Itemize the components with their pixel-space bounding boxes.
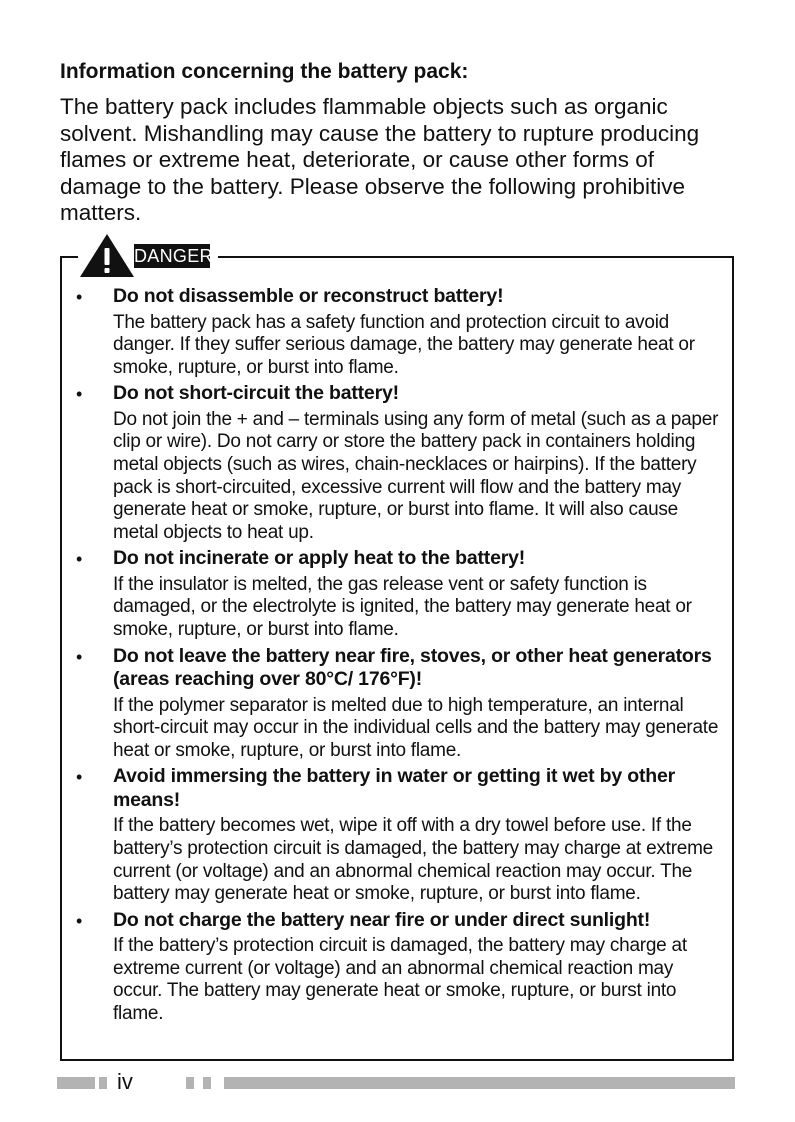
bullet: • xyxy=(76,384,83,405)
footer-bar-right xyxy=(224,1077,735,1089)
footer-bar-left-small xyxy=(99,1077,107,1089)
warning-triangle-icon xyxy=(78,232,136,278)
list-item xyxy=(76,909,726,1026)
list-item xyxy=(76,645,726,763)
danger-list xyxy=(76,285,726,1029)
list-item xyxy=(76,285,726,379)
item-body: If the polymer separator is melted due to high temperature, an internal short-circuit may occur in the individual cells and the battery may generate heat or smoke, rupture, or burst into flame. xyxy=(113,694,719,761)
footer-bar-mid-1 xyxy=(186,1077,194,1089)
footer-bar-mid-2 xyxy=(203,1077,211,1089)
item-body: Do not join the + and – terminals using any form of metal (such as a paper clip or wire). Do not carry or store the battery pack in containers holding metal objects (such as wires, chain-necklaces or hairpins). If the battery pack is short-circuited, excessive current will flow and the battery may generate heat or smoke, rupture, or burst into flame. It will also cause metal objects to heat up. xyxy=(113,408,719,543)
bullet: • xyxy=(76,910,83,931)
list-item xyxy=(76,765,726,905)
item-title: Do not short-circuit the battery! xyxy=(113,382,399,405)
list-item xyxy=(76,547,726,641)
item-title: Do not leave the battery near fire, stoves, or other heat generators (areas reaching over 80°C/ 176°F)! xyxy=(113,644,712,691)
bullet: • xyxy=(76,646,83,667)
item-body: If the insulator is melted, the gas release vent or safety function is damaged, or the electrolyte is ignited, the battery may generate heat or smoke, rupture, or burst into flame. xyxy=(113,573,692,641)
bullet: • xyxy=(76,549,83,570)
item-title: Do not disassemble or reconstruct battery! xyxy=(113,285,504,307)
item-title: Do not incinerate or apply heat to the battery! xyxy=(113,547,526,570)
item-body: If the battery becomes wet, wipe it off with a dry towel before use. If the battery’s protection circuit is damaged, the battery may charge at extreme current (or voltage) and an abnormal chemical reaction may occur. The battery may generate heat or smoke, rupture, or burst into flame. xyxy=(113,815,714,905)
item-body: If the battery’s protection circuit is damaged, the battery may charge at extreme current (or voltage) and an abnormal chemical reaction may occur. The battery may generate heat or smoke, rupture, or burst into flame. xyxy=(113,935,687,1025)
bullet: • xyxy=(76,767,83,788)
danger-label xyxy=(78,232,218,278)
item-title: Do not charge the battery near fire or under direct sunlight! xyxy=(113,908,651,931)
list-item xyxy=(76,382,726,544)
page-number: iv xyxy=(117,1069,133,1094)
intro-paragraph: The battery pack includes flammable objects such as organic solvent. Mishandling may cause the battery to rupture producing flames or extreme heat, deteriorate, or cause other forms of damage to the battery. Please observe the following prohibitive matters. xyxy=(60,94,700,226)
danger-tag: DANGER xyxy=(134,246,213,266)
bullet: • xyxy=(76,287,83,307)
section-heading: Information concerning the battery pack: xyxy=(60,60,469,83)
item-body: The battery pack has a safety function and protection circuit to avoid danger. If they suffer serious damage, the battery may generate heat or smoke, rupture, or burst into flame. xyxy=(113,311,695,378)
item-title: Avoid immersing the battery in water or getting it wet by other means! xyxy=(113,765,676,811)
footer-bar-left xyxy=(57,1077,95,1089)
